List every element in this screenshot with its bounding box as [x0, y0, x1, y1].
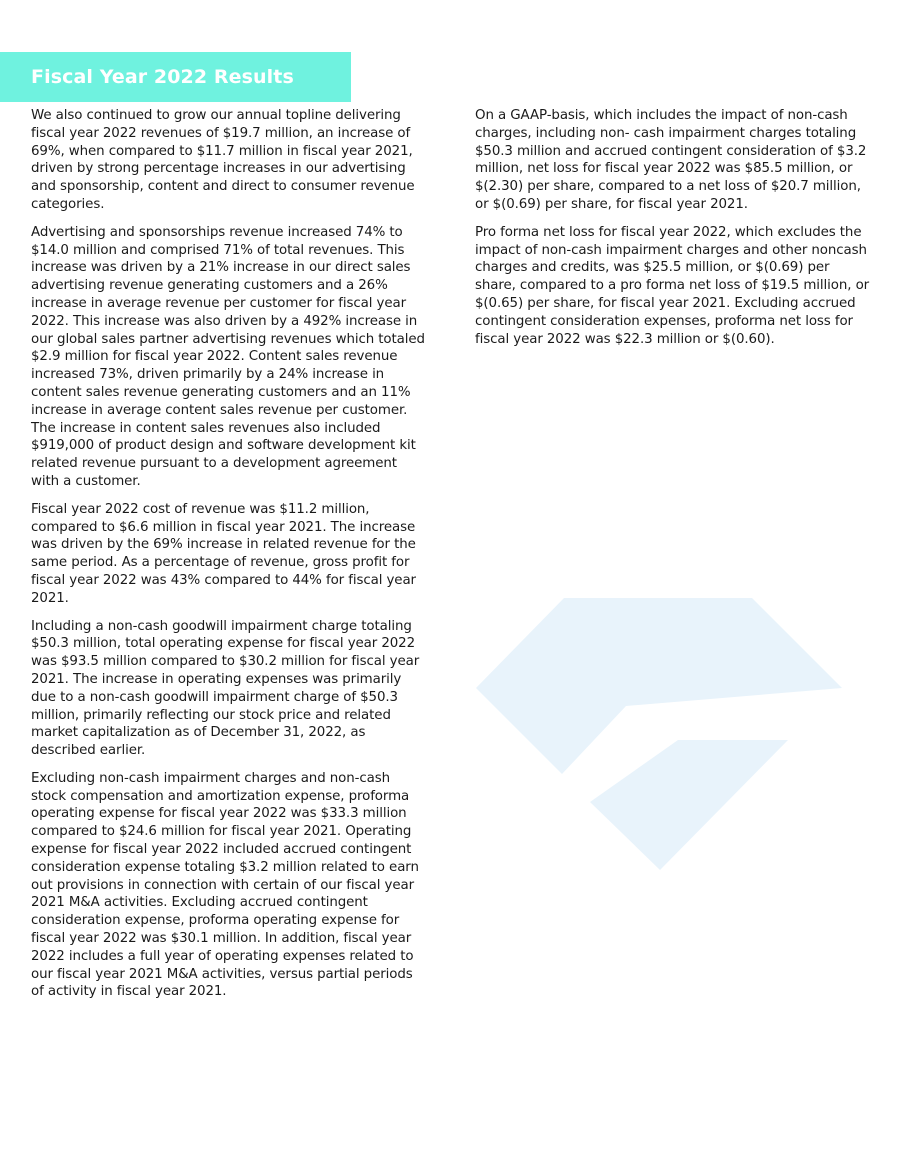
watermark-lower-shape — [590, 740, 788, 870]
brand-logo-watermark-icon — [476, 598, 842, 870]
paragraph-cost-of-revenue: Fiscal year 2022 cost of revenue was $11.2 million, compared to $6.6 million in fiscal year 2021. The increase was driven by the 69% increase in related revenue for the same period. As a percentage of revenue, gross profit for fiscal year 2022 was 43% compared to 44% for fiscal year 2021. — [31, 501, 416, 606]
section-header-banner — [0, 52, 351, 102]
paragraph-gaap-net-loss: On a GAAP-basis, which includes the impact of non-cash charges, including non- cash impairment charges totaling $50.3 million and accrued contingent consideration of $3.2 million, net loss for fiscal year 2022 was $85.5 million, or $(2.30) per share, compared to a net loss of $20.7 million, or $(0.69) per share, for fiscal year 2021. — [475, 108, 867, 212]
watermark-upper-shape — [476, 598, 842, 774]
paragraph-proforma-net-loss: Pro forma net loss for fiscal year 2022, which excludes the impact of non-cash impairment charges and other noncash charges and credits, was $25.5 million, or $(0.69) per share, compared to a pro forma net loss of $19.5 million, or $(0.65) per share, for fiscal year 2021. Excluding accrued contingent consideration expenses, proforma net loss for fiscal year 2022 was $22.3 million or $(0.60). — [475, 224, 870, 347]
paragraph-operating-expense: Including a non-cash goodwill impairment charge totaling $50.3 million, total operating expense for fiscal year 2022 was $93.5 million compared to $30.2 million for fiscal year 2021. The increase in operating expenses was primarily due to a non-cash goodwill impairment charge of $50.3 million, primarily reflecting our stock price and related market capitalization as of December 31, 2022, as described earlier. — [31, 618, 420, 759]
paragraph-proforma-operating-expense: Excluding non-cash impairment charges and non-cash stock compensation and amortization expense, proforma operating expense for fiscal year 2022 was $33.3 million compared to $24.6 million for fiscal year 2021. Operating expense for fiscal year 2022 included accrued contingent consideration expense totaling $3.2 million related to earn out provisions in connection with certain of our fiscal year 2021 M&A activities. Excluding accrued contingent consideration expense, proforma operating expense for fiscal year 2022 was $30.1 million. In addition, fiscal year 2022 includes a full year of operating expenses related to our fiscal year 2021 M&A activities, versus partial periods of activity in fiscal year 2021. — [31, 770, 419, 1000]
section-title: Fiscal Year 2022 Results — [31, 66, 294, 88]
right-text-column — [475, 107, 873, 358]
paragraph-revenue-overview: We also continued to grow our annual topline delivering fiscal year 2022 revenues of $19.7 million, an increase of 69%, when compared to $11.7 million in fiscal year 2021, driven by strong percentage increases in our advertising and sponsorship, content and direct to consumer revenue categories. — [31, 108, 415, 212]
left-text-column — [31, 107, 429, 1011]
paragraph-advertising-revenue: Advertising and sponsorships revenue increased 74% to $14.0 million and comprised 71% of total revenues. This increase was driven by a 21% increase in our direct sales advertising revenue generating customers and a 26% increase in average revenue per customer for fiscal year 2022. This increase was also driven by a 492% increase in our global sales partner advertising revenues which totaled $2.9 million for fiscal year 2022. Content sales revenue increased 73%, driven primarily by a 24% increase in content sales revenue generating customers and an 11% increase in average content sales revenue per customer. The increase in content sales revenues also included $919,000 of product design and software development kit related revenue pursuant to a development agreement with a customer. — [31, 224, 425, 489]
